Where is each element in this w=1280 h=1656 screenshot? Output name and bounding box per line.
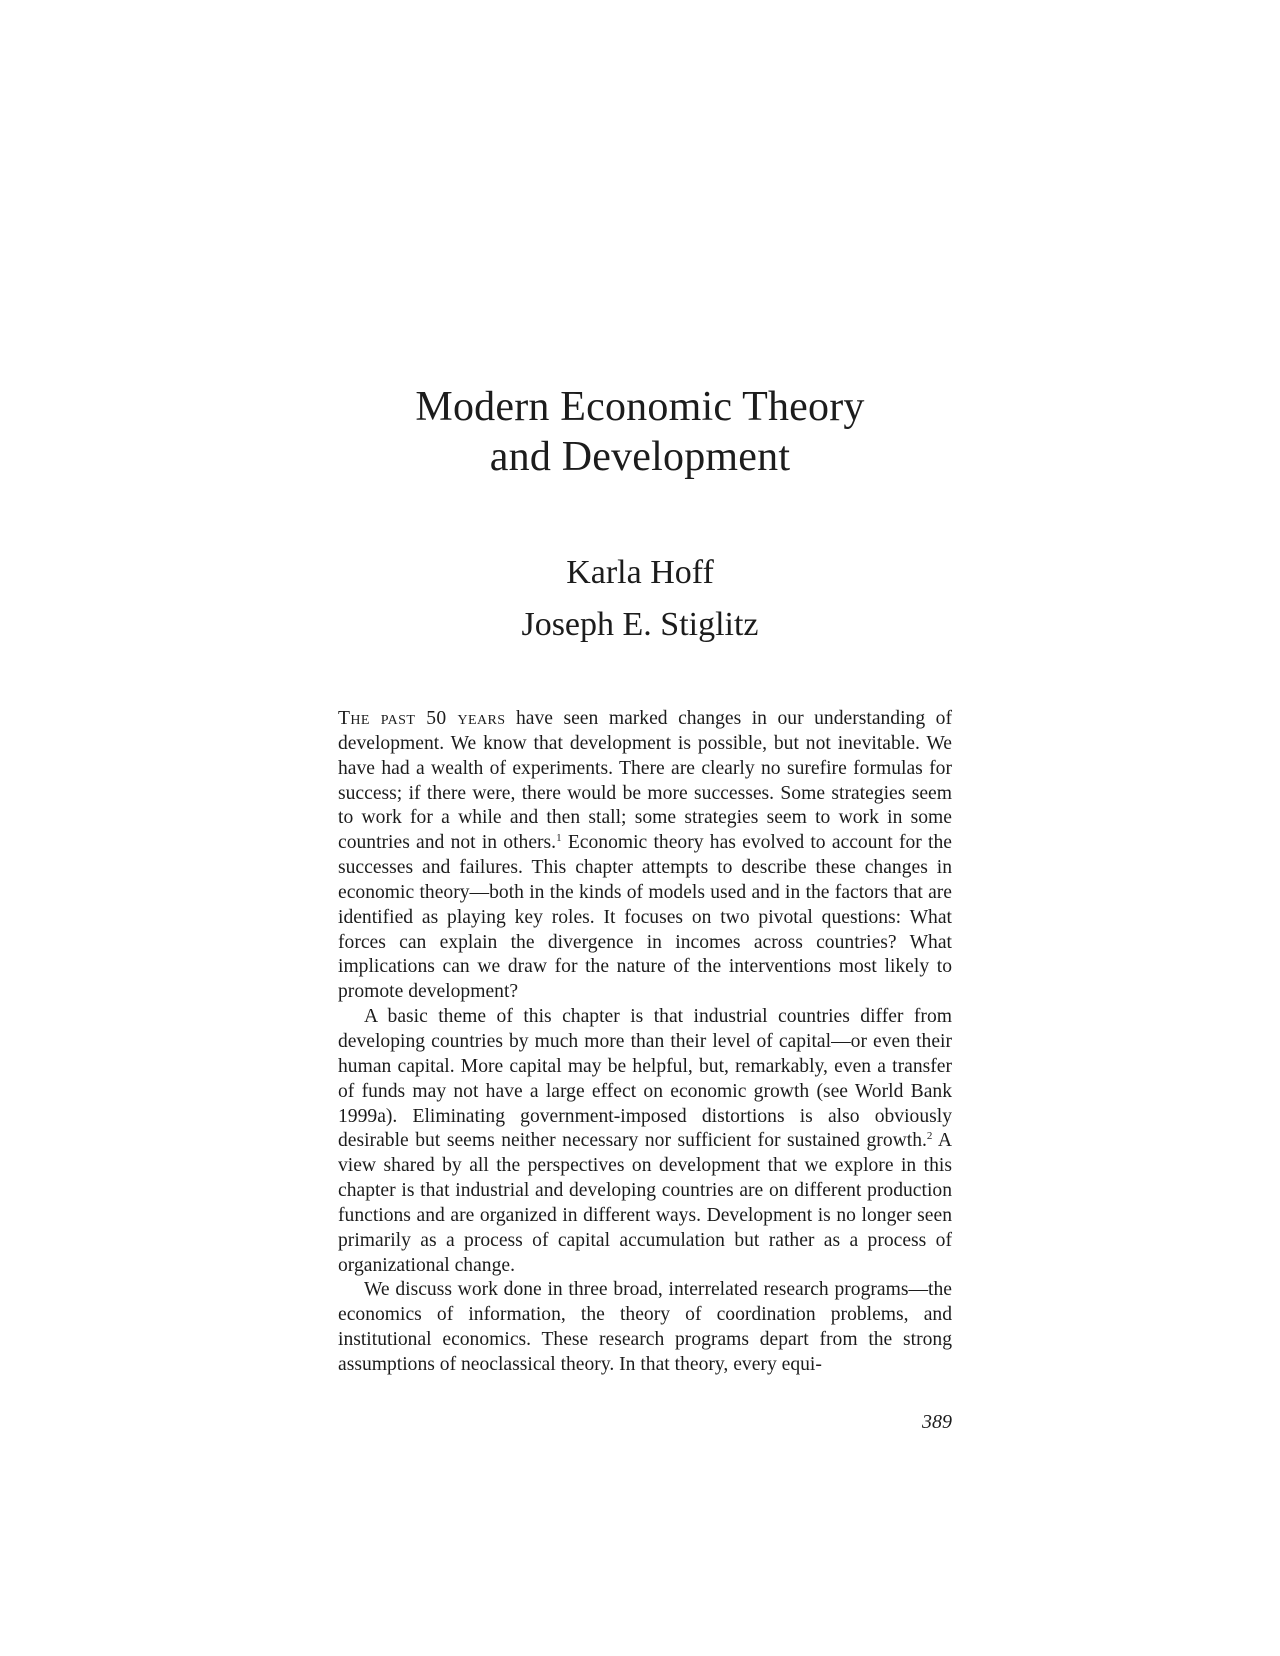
- paragraph-text: A basic theme of this chapter is that industrial countries differ from developing countries by much more than their level of capital—or even their human capital. More capital may be helpful, but, remarkably, even a transfer of funds may not have a large effect on economic growth (see World Bank 1999a). Eliminating government-imposed distortions is also obviously desirable but seems neither necessary nor sufficient for sustained growth.: [338, 1006, 952, 1152]
- author-name: Karla Hoff: [566, 554, 714, 591]
- chapter-title-line-1: Modern Economic Theory: [415, 384, 865, 430]
- body-text: [338, 707, 952, 1378]
- footnote-marker: 1: [556, 832, 562, 845]
- paragraph-lead-in: The past 50 years: [338, 708, 506, 729]
- paragraph-2: [338, 1005, 952, 1278]
- paragraph-text: have seen marked changes in our understanding of development. We know that development is possible, but not inevitable. We have had a wealth of experiments. There are clearly no surefire formulas for success; if there were, there would be more successes. Some strategies seem to work for a while and then stall; some strategies seem to work in some countries and not in others.: [338, 708, 952, 854]
- author-list: [0, 547, 1280, 651]
- paragraph-text: We discuss work done in three broad, interrelated research programs—the economics of information, the theory of coordination problems, and institutional economics. These research programs depart from the strong assumptions of neoclassical theory. In that theory, every equi-: [338, 1279, 952, 1375]
- paragraph-text: Economic theory has evolved to account for the successes and failures. This chapter attempts to describe these changes in economic theory—both in the kinds of models used and in the factors that are identified as playing key roles. It focuses on two pivotal questions: What forces can explain the divergence in incomes across countries? What implications can we draw for the nature of the interventions most likely to promote development?: [338, 832, 952, 1003]
- paragraph-3: [338, 1278, 952, 1377]
- footnote-marker: 2: [926, 1130, 933, 1143]
- chapter-title-line-2: and Development: [489, 434, 791, 480]
- author-name: Joseph E. Stiglitz: [521, 606, 759, 643]
- chapter-title: [0, 382, 1280, 482]
- paragraph-text: A view shared by all the perspectives on development that we explore in this chapter is that industrial and developing countries are on different production functions and are organized in different ways. Development is no longer seen primarily as a process of capital accumulation but rather as a process of organizational change.: [338, 1130, 953, 1276]
- page-number: 389: [922, 1411, 952, 1433]
- paragraph-1: [338, 707, 952, 1005]
